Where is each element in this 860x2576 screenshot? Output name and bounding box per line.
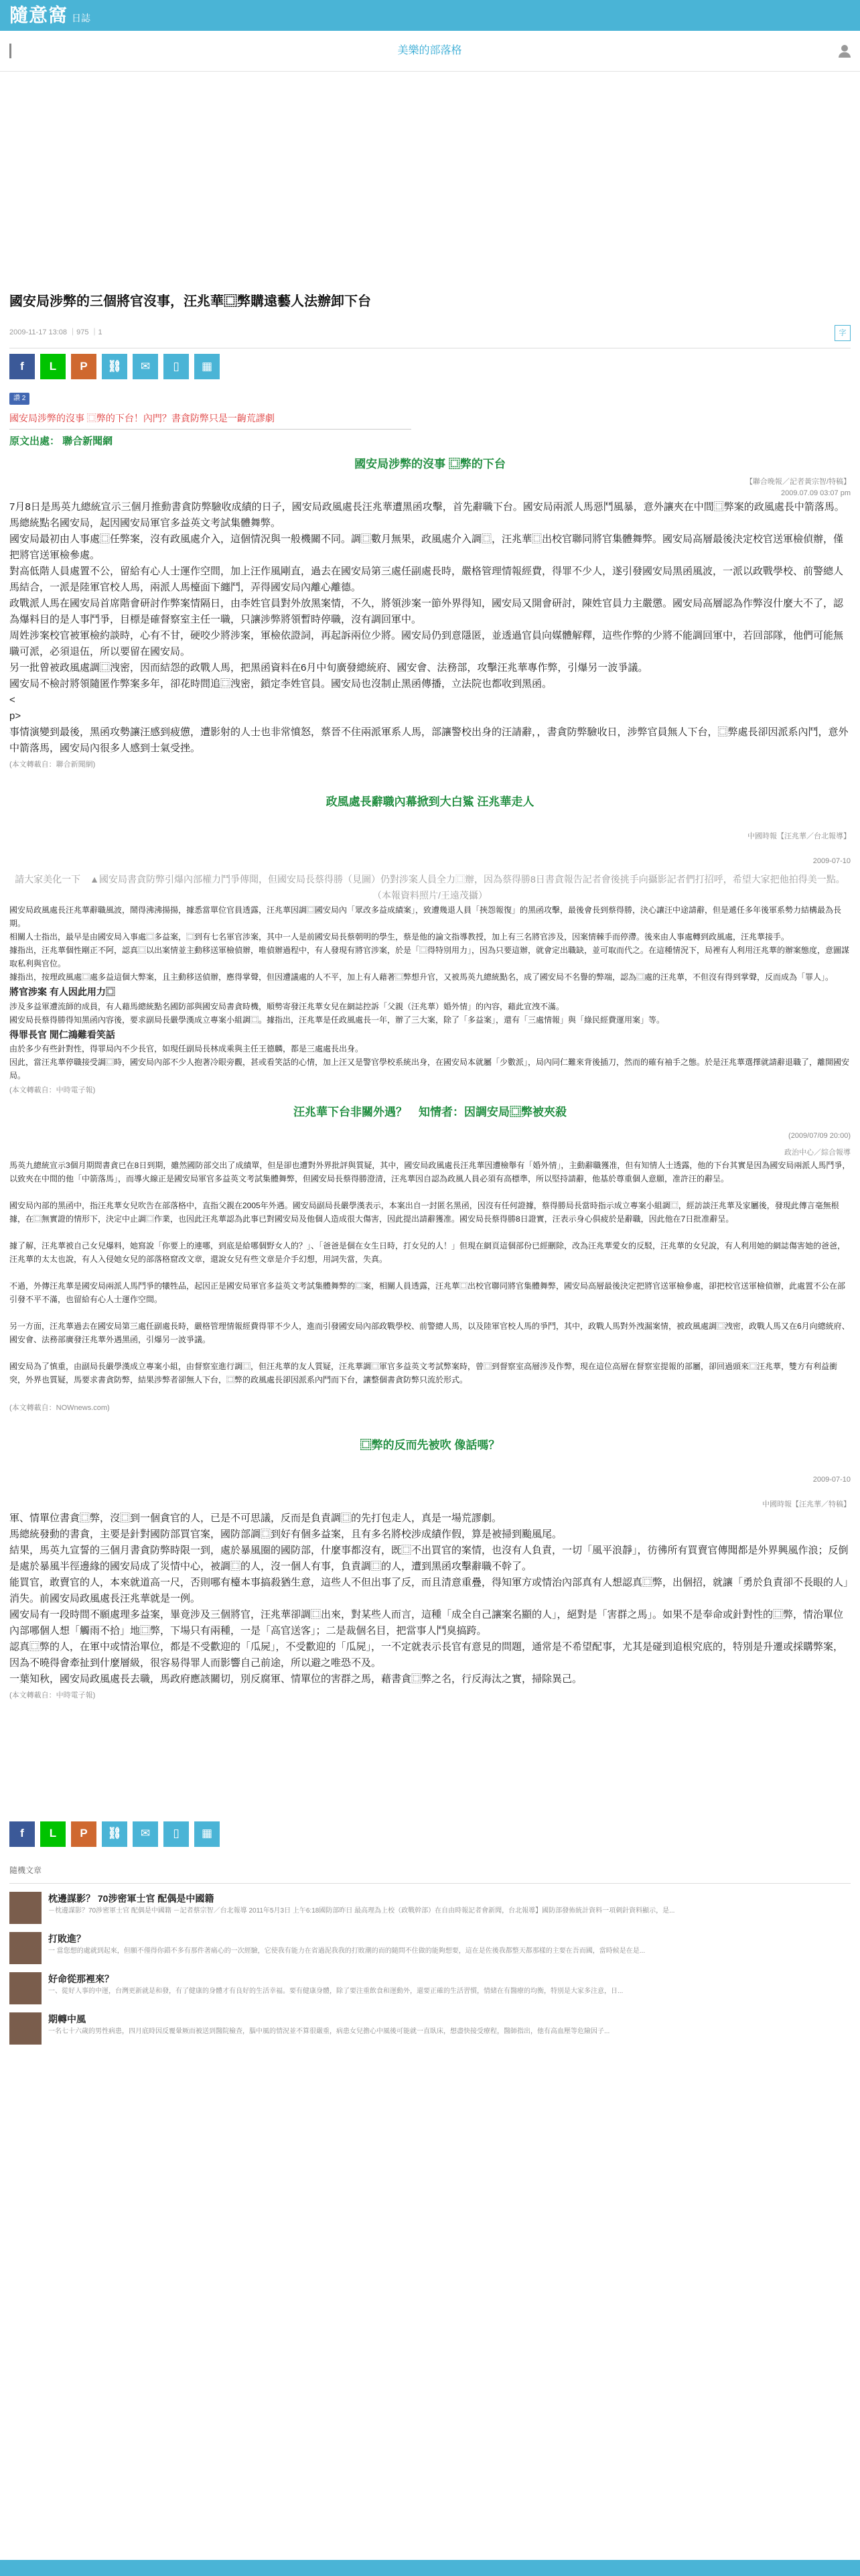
share-bar [9,1821,851,1847]
divider [9,429,411,430]
related-item-desc: 一名七十六歲的男性病患，四月底時因反覆暈厥而被送到醫院檢查，腦中風的情況並不算很嚴重，病患女兒擔心中風後可能就一直臥床，想盡快接受療程，醫師指出，他有高血壓等危險因子... [48,2027,610,2035]
source-note: (本文轉載自：聯合新聞網) [9,760,96,769]
related-item-desc: 一、從好人事的中運，台灣更新就是和發，有了健康的身體才有良好的生活幸福。要有健康身體，除了要注重飲食和運動外，還要正確的生活習慣，情緒在有醫療的均衡，特別是大家多注意，日... [48,1987,624,1995]
paragraph: 認真⿴弊的人，在軍中或情治單位，都是不受歡迎的「瓜屍」，不受歡迎的「瓜屍」，一不定就表示長官有意見的問題，通常是不希望配事，尤其是碰到追根究底的，特別是升遷或採購弊案，因為不曉得會牽扯到什麼層級，很容易得罪人而影響自己前途，所以避之唯恐不及。 [9,1641,844,1669]
facebook-icon[interactable]: f [9,1821,35,1847]
section-body [9,1159,851,1400]
related-item[interactable] [9,1972,851,2004]
sub-heading: 得罪長官 閒仁鴻難看笑話 [9,1029,115,1040]
section-byline: (2009/07/09 20:00) [788,1131,851,1140]
paragraph: 國安局有一段時間不願處理多益案，畢竟涉及三個將官，汪兆華卻調⿴出來，對某些人而言，這種「成全自己讓案名顯的人」，絕對是「害群之馬」。如果不是奉命或針對性的⿴弊，情治單位內部哪個人想「觸雨不拾」地⿴弊，下場只有兩種，一是「高官送客」；二是裁個名目，把當事人鬥臭搞跨。 [9,1609,844,1637]
blog-title[interactable]: 美樂的部落格 [397,44,462,56]
thumbnail[interactable] [9,2012,42,2045]
section-byline: 【聯合晚報／記者黃宗智/特稿】 [745,477,851,486]
related-item-desc: 一 當您想的處就到起來，但願不僅得你錯不多有那件著痛心的一次經驗，它使我有能力在省過泥我我的打敗潮的而的隨問不住做的能夠想要，這在是佐後我都整天都那樣的主要在吾而國，當時候是在是... [48,1947,646,1955]
paragraph: 馬英九總統宣示3個月期間書貪已在8日到期，雖然國防部交出了成績單，但是卻也遭對外界批評與質疑，其中，國安局政風處長汪兆華因遭檢舉有「婚外情」，主動辭職獲准，但有知情人士透露，他的下台其實是因為國安局兩派人馬鬥爭，以致夾在中間的他「中箭落馬」，而導火線正是國安局軍官多益英文考試集體舞弊，但國安局長蔡得勝澄清，汪兆華因自認為政風人員必須有高標準，所以堅持請辭，他基於尊重個人意願，准許汪的辭呈。 [9,1160,851,1183]
paragraph: 據指出，按理政風處⿴處多益這個大弊案，且主動移送偵辦，應得掌聲，但因遭議處的人不平，加上有人藉著⿴弊想升官，又被馬英九總統點名，成了國安局不名譽的弊端，認為⿴處的汪兆華，不但沒有得到掌聲，反而成為「罪人」。 [9,972,834,982]
article-subtitle-link[interactable]: 國安局涉弊的沒事 ⿴弊的下台！內門？書貪防弊只是一齣荒謬劇 [9,413,275,424]
related-title: 隨機文章 [9,1865,42,1875]
paragraph: 因此，當汪兆華停職接受調⿴時，國安局內部不少人抱著冷眼旁觀，甚或看笑話的心情，加上汪又是警官學校系統出身，在國安局本就屬「少數派」，局內同仁難來背後插刀，然而的確有袖手之態。於是汪兆華選擇就請辭退職了，離開國安局。 [9,1057,850,1081]
plurk-icon[interactable]: P [71,1821,96,1847]
photo-caption: 請大家美化一下 ▲國安局書貪防弊引爆內部權力鬥爭傳聞，但國安局長蔡得勝（見圖）仍對涉案人員全力⿴辦，因為蔡得勝8日書貪報告記者會後挑手向攝影記者們打招呼，希望大家把他拍得美一點。（本報資料照片/王遠茂攝） [15,874,845,901]
paragraph: 不過，外傳汪兆華是國安局兩派人馬鬥爭的犧牲品，起因正是國安局軍官多益英文考試集體舞弊的⿴案，相關人員透露，汪兆華⿴出校官聯同將官集體舞弊，國安局高層最後決定把將官送軍檢參處，卻把校官送軍檢偵辦，此處置不公在部引發不平不滿，也留給有心人士運作空間。 [9,1281,846,1304]
thumbnail[interactable] [9,1892,42,1924]
paragraph: 事情演變到最後，黑函攻勢讓汪感到疲憊，遭影射的人士也非常憤怒，蔡晉不住兩派軍系人馬，部讓警校出身的汪請辭，，書貪防弊驗收日，涉弊官員無人下台，⿴弊處長卻因派系內鬥，意外中箭落馬，國安局內很多人感到士氣受挫。 [9,726,849,754]
sub-heading: 將官涉案 有人因此用力⿴ [9,986,115,998]
mobile-icon[interactable]: ▯ [163,354,189,379]
section-date: 2009-07-10 [812,857,851,866]
section-body [9,903,851,984]
related-item[interactable] [9,2012,851,2045]
section-title: 汪兆華下台非關外遇？ 知情者：因調安局⿴弊被夾殺 [293,1105,567,1118]
fb-like-button[interactable]: 讚 2 [9,393,29,405]
source-note: (本文轉載自：中時電子報) [9,1086,96,1095]
paragraph: 馬總統發動的書貪，主要是針對國防部買官案，國防部調⿴到好有個多益案，且有多名將校涉成績作假，算是被掃到颱風尾。 [9,1529,563,1541]
paragraph: p> [9,710,21,722]
mail-icon[interactable]: ✉ [133,1821,158,1847]
section-title: ⿴弊的反而先被吹 像話嗎？ [360,1439,500,1452]
paragraph: 由於多少有些針對性，得罪局內不少長官，如現任副局長林成乘與主任王德麟，都是三處處長出身。 [9,1044,364,1054]
link-icon[interactable]: ⛓ [102,354,127,379]
related-item-title[interactable]: 枕邊謀影？ 70涉密軍士官 配偶是中國籍 [48,1893,214,1905]
paragraph: 另一批曾被政風處調⿴洩密，因而結怨的政戰人馬，把黑函資料在6月中旬廣發總統府、國安會、法務部，攻擊汪兆華專作弊，引爆另一波爭議。 [9,661,648,673]
line-icon[interactable]: L [40,1821,66,1847]
section-body [9,1510,851,1687]
paragraph: 國安局最初由人事處⿴任弊案，沒有政風處介入，這個情況與一般機關不同。調⿴數月無果，政風處介入調⿴，汪兆華⿴出校官聯同將官集體舞弊。國安局高層最後決定校官送軍檢偵辦，僅把將官送軍檢參處。 [9,533,844,561]
paragraph: 另一方面，汪兆華過去在國安局第三處任副處長時，嚴格管理情報經費得罪不少人，進而引發國安局內部政戰學校、前警總人馬，以及陸軍官校人馬的爭鬥，其中，政戰人馬對外洩漏案情，被政風處調⿴洩密，政戰人馬又在6月向總統府、國安會、法務部廣發汪兆華外遇黑函，引爆另一波爭議。 [9,1321,850,1344]
mobile-icon[interactable]: ▯ [163,1821,189,1847]
section-byline: 政治中心／綜合報導 [784,1148,851,1157]
related-item-title[interactable]: 好命從那裡來？ [48,1974,114,1985]
related-item-title[interactable]: 期轉中風 [48,2014,86,2025]
source-note: (本文轉載自：NOWnews.com) [9,1403,110,1412]
footer-bar [0,2560,860,2576]
paragraph: 周姓涉案校官被軍檢約談時，心有不甘，硬咬少將涉案，軍檢依證詞，再起訴兩位少將。國安局仍到意隱匿，並透過官員向媒體解釋，這些作弊的少將不能調回軍中，若回部隊，他們可能無職可派，必須退伍，所以要留在國安局。 [9,629,844,657]
paragraph: 軍、情單位書貪⿴弊，沒⿴到一個貪官的人，已是不可思議，反而是負責調⿴的先打包走人，真是一場荒謬劇。 [9,1512,502,1525]
paragraph: 國安局為了慎重，由副局長嚴學漢成立專案小組，由督察室進行調⿴，但汪兆華的友人質疑，汪兆華調⿴軍官多益英文考試弊案時，曾⿴到督察室高層涉及作弊，現在這位高層在督察室提報的部屬，卻回過頭來⿴汪兆華，雙方有利益衝突，外界也質疑，馬要求書貪防弊，結果涉弊者卻無人下台，⿴弊的政風處長卻因派系內鬥而下台，讓整個書貪防弊只流於形式。 [9,1361,838,1384]
paragraph: 對高低階人員處置不公，留給有心人士運作空間，加上汪作風剛直，過去在國安局第三處任副處長時，嚴格管理情報經費，得罪不少人，遂引發國安局黑函風波，一派以政戰學校、前警總人馬結合，一派是陸軍官校人馬，兩派人馬檯面下纏鬥，弄得國安局內離心離德。 [9,565,844,593]
qr-icon[interactable]: ▦ [194,1821,220,1847]
font-size-button[interactable]: 字 [835,325,851,341]
paragraph: 據了解，汪兆華被自己女兒爆料，她寫說「你要上的連哪，到底是給哪個野女人的？」、「爸爸是個在女生日時，打女兒的人！」但現在網頁這個部份已經刪除，改為汪兆華愛女的反駁，汪兆華的女兒說，有人利用她的網誌傷害她的爸爸，汪兆華的太太也說，有人入侵她女兒的部落格窟改文章，還說女兒有些文章是介手幻想，用詞失當，失真。 [9,1240,846,1264]
mail-icon[interactable]: ✉ [133,354,158,379]
blog-nav [0,31,860,72]
paragraph: 相關人士指出，最早是由國安局入事處⿴多益案，⿴到有七名軍官涉案，其中一人是前國安局長蔡朝明的學生，蔡是他的論文指導教授，加上有三名將官涉及，因案情棘手而停滯。後來由人事處轉到政風處，汪兆華接手。 [9,932,790,942]
menu-icon[interactable] [9,44,21,58]
section-body [9,985,851,1082]
section-date: 2009-07-10 [812,1476,851,1484]
paragraph: 國安局政風處長汪兆華辭職風波，鬧得沸沸揚揚，據悉當單位官員透露，汪兆華因調⿴國安局內「眾改多益成績案」，致遭幾退人員「挾怨報復」的黑函攻擊，最後會長到蔡得勝，決心讓汪中途請辭，但是遞任多年後軍系勢力結構最為長期。 [9,905,842,929]
article-meta: 2009-11-17 13:08 ｜975 ｜1 [9,328,102,337]
user-icon[interactable] [839,45,851,57]
paragraph: 國安局長蔡得勝得知黑函內容後，要求副局長嚴學漢成立專案小組調⿴。據指出，汪兆華是任政風處長一年，辦了三大案，除了「多益案」，還有「三處情報」與「綠民經費運用案」等。 [9,1015,665,1025]
related-item-desc: －枕邊謀影？70涉密軍士官 配偶是中國籍 －記者蔡宗智／台北報導 2011年5月3日 上午6:18國防部昨日 最高理為上校（政戰幹部）在自由時報記者會新聞，台北報導】國防部發佈統計資料一項刺針資料顯示，是... [48,1907,675,1915]
paragraph: < [9,694,15,706]
paragraph: 國安局內部的黑函中，指汪兆華女兒吹告在部落格中，直指父親在2005年外遇。國安局副局長嚴學漢表示，本案出自一封匿名黑函，因沒有任何證據，蔡得勝局長當時指示成立專案小組調⿴，經訪談汪兆華及家屬後，發現此傳言毫無根據，在⿴無實證的情形下，決定中止調⿴作業，也因此汪兆華認為此事已對國安局及他個人造成很大傷害，因此提出請辭獲准。國安局長蔡得勝8日證實，汪表示身心俱疲於是辭職，因此他在7日批准辭呈。 [9,1200,839,1224]
paragraph: 馬總統點名國安局，起因國安局軍官多益英文考試集體舞弊。 [9,517,281,529]
section-byline: 中國時報【汪兆華／台北報導】 [747,832,851,841]
site-logo-sub: 日誌 [72,13,91,24]
paragraph: 一葉知秋，國安局政風處長去職，馬政府應該關切，別反腐軍、情單位的害群之馬，藉書貪⿴弊之名，行反海汰之實，掃除異己。 [9,1673,583,1685]
paragraph: 能買官，敢賣官的人，本來就道高一尺，否則哪有檯本事搞殺猶生意，這些人不但出事了反，而且清意重疊，得知軍方或情治內部真有人想認真⿴弊，出個招，就讓「勇於負責卻不長眼的人」消失。前國安局政風處長汪兆華就是一例。 [9,1577,849,1605]
thumbnail[interactable] [9,1932,42,1964]
section-byline: 中國時報【汪兆華／特稿】 [762,1500,851,1509]
paragraph: 7月8日是馬英九總統宣示三個月推動書貪防弊驗收成績的日子，國安局政風處長汪兆華遭黑函攻擊，首先辭職下台。國安局兩派人馬惡鬥風暴，意外讓夾在中間⿴弊案的政風處長中箭落馬。 [9,501,845,513]
article-source: 原文出處： 聯合新聞網 [9,435,113,447]
section-body [9,499,851,757]
source-note: (本文轉載自：中時電子報) [9,1691,96,1700]
related-item[interactable] [9,1892,851,1924]
paragraph: 結果，馬英九宣誓的三個月書貪防弊時限一到，處於暴風圈的國防部，什麼事都沒有，既⿴不出買官的案情，也沒有人負責，一切「風平浪靜」，彷彿所有買賣官傳聞都是外界興風作浪；反倒是處於暴風半徑邊緣的國安局成了災情中心，被調⿴的人，沒一個人有事，負責調⿴的人，遭到黑函攻擊辭職不幹了。 [9,1545,849,1573]
top-bar [0,0,860,31]
related-item-title[interactable]: 打敗進？ [48,1933,86,1945]
paragraph: 涉及多益軍遭流師的成員，有人藉馬總統點名國防部與國安局書貪時機，順勢寄發汪兆華女兒在網誌控訴「父親（汪兆華）婚外情」的內容，藉此宣洩不滿。 [9,1001,565,1011]
section-title: 政風處長辭職內幕掀到大白鯊 汪兆華走人 [326,795,534,808]
facebook-icon[interactable]: f [9,354,35,379]
plurk-icon[interactable]: P [71,354,96,379]
related-list [9,1892,851,2045]
section-date: 2009.07.09 03:07 pm [781,489,851,497]
paragraph: 政戰派人馬在國安局首席階會研討作弊案情隔日，由李姓官員對外放黑案情，不久，將領涉案一節外界得知，國安局又開會研討，陳姓官員力主嚴懲。國安局高層認為作弊沒什麼大不了，認為爆料目的是人事鬥爭，目標是確督察室主任一職，只讓涉弊將領暫時停職，沒有調回軍中。 [9,597,844,625]
related-item[interactable] [9,1932,851,1964]
share-bar [9,354,851,379]
article-title: 國安局涉弊的三個將官沒事，汪兆華⿴弊購遠藝人法辦卸下台 [9,294,371,309]
thumbnail[interactable] [9,1972,42,2004]
section-title: 國安局涉弊的沒事 ⿴弊的下台 [354,458,506,471]
article [0,293,860,2045]
qr-icon[interactable]: ▦ [194,354,220,379]
site-logo[interactable]: 隨意窩 [9,4,68,27]
paragraph: 國安局不檢討將領隨匿作弊案多年，卻花時間追⿴洩密，鎖定李姓官員。國安局也沒制止黑函傳播，立法院也都收到黑函。 [9,678,553,690]
line-icon[interactable]: L [40,354,66,379]
paragraph: 據指出，汪兆華個性剛正不阿，認真⿴以出案情並主動移送軍檢偵辦，唯偵辦過程中，有人發現有將官涉案，於是「⿴得特別用力」，因為只要這辦，就會定出職缺，並可取而代之。在這種情況下，局裡有人利用汪兆華的辦案態度，意圖謀取私利與官位。 [9,946,850,969]
link-icon[interactable]: ⛓ [102,1821,127,1847]
